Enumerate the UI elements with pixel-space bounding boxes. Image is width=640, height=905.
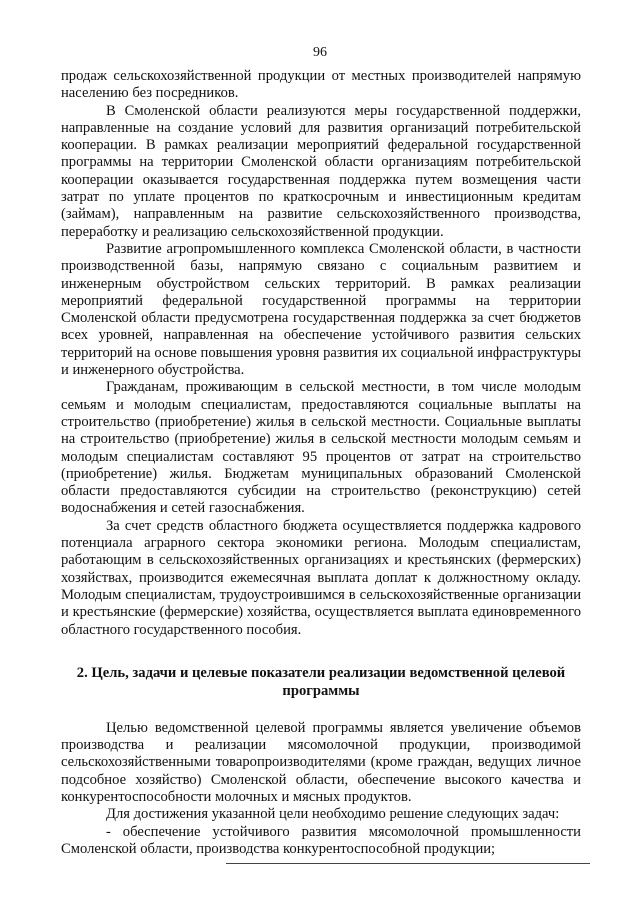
paragraph: Гражданам, проживающим в сельской местности, в том числе молодым семьям и молодым специалистам, предоставляются социальные выплаты на строительство (приобретение) жилья в сельской местности. Социальные выплаты на строительство (приобретение) жилья в сельской местности молодым семьям и молодым специалистам составляют 95 процентов от затрат на строительство (приобретение) жилья. Бюджетам муниципальных образований Смоленской области предоставляются субсидии на строительство (реконструкцию) сетей водоснабжения и сетей газоснабжения. — [61, 379, 581, 517]
paragraph-continuation: продаж сельскохозяйственной продукции от местных производителей напрямую населению без посредников. — [61, 68, 581, 102]
footer-divider — [226, 863, 590, 864]
paragraph: Для достижения указанной цели необходимо решение следующих задач: — [106, 806, 560, 823]
section-heading: 2. Цель, задачи и целевые показатели реализации ведомственной целевой программы — [76, 664, 566, 700]
paragraph: За счет средств областного бюджета осуществляется поддержка кадрового потенциала аграрного сектора экономики региона. Молодым специалистам, работающим в сельскохозяйственных организациях и крестьянских (фермерских) хозяйствах, производится ежемесячная выплата доплат к должностному окладу. Молодым специалистам, трудоустроившимся в сельскохозяйственные организации и крестьянские (фермерские) хозяйства, осуществляется выплата единовременного областного государственного пособия. — [61, 517, 581, 638]
page-number: 96 — [313, 45, 327, 60]
paragraph: Целью ведомственной целевой программы является увеличение объемов производства и реализации мясомолочной продукции, производимой сельскохозяйственными товаропроизводителями (кроме граждан, ведущих личное подсобное хозяйство) Смоленской области, обеспечение высокого качества и конкурентоспособности молочных и мясных продуктов. — [61, 719, 581, 805]
paragraph: В Смоленской области реализуются меры государственной поддержки, направленные на создание условий для развития организаций потребительской кооперации. В рамках реализации мероприятий федеральной государственной программы на территории Смоленской области организациям потребительской кооперации оказывается государственная поддержка путем возмещения части затрат по уплате процентов по краткосрочным и инвестиционным кредитам (займам), направленным на развитие сельскохозяйственного производства, переработку и реализацию сельскохозяйственной продукции. — [61, 102, 581, 240]
document-body — [61, 68, 581, 858]
paragraph: Развитие агропромышленного комплекса Смоленской области, в частности производственной базы, напрямую связано с социальным развитием и инженерным обустройством сельских территорий. В рамках реализации мероприятий федеральной государственной программы на территории Смоленской области предусмотрена государственная поддержка за счет бюджетов всех уровней, направленная на обеспечение устойчивого развития сельских территорий на основе повышения уровня развития их социальной инфраструктуры и инженерного обустройства. — [61, 240, 581, 379]
list-item: - обеспечение устойчивого развития мясомолочной промышленности Смоленской области, производства конкурентоспособной продукции; — [61, 823, 581, 857]
